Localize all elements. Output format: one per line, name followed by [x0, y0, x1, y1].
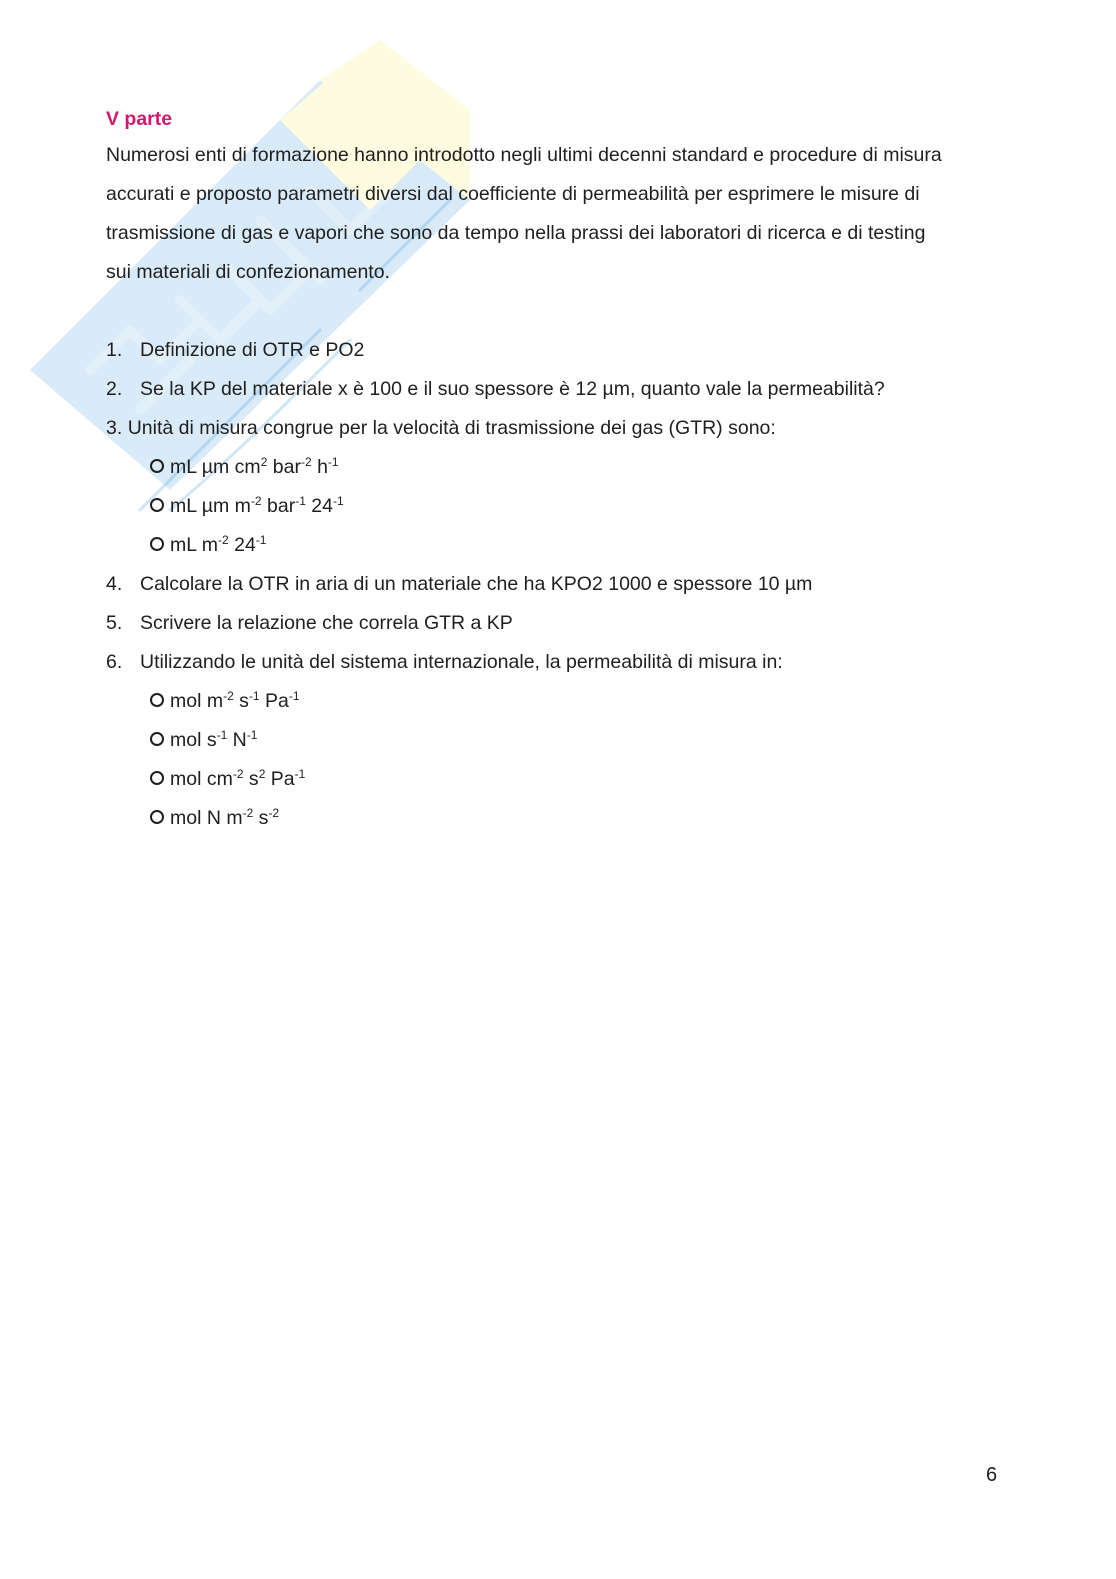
question-number: 3.: [106, 417, 123, 439]
answer-option[interactable]: [106, 682, 1006, 721]
question-text: Scrivere la relazione che correla GTR a KP: [140, 612, 513, 634]
question-number: 1.: [106, 339, 123, 361]
question-text: Calcolare la OTR in aria di un materiale che ha KPO2 1000 e spessore 10 µm: [140, 573, 813, 595]
radio-circle-icon[interactable]: [150, 771, 164, 785]
answer-option[interactable]: [106, 448, 1006, 487]
question-4: [106, 565, 1006, 604]
answer-option[interactable]: [106, 721, 1006, 760]
radio-circle-icon[interactable]: [150, 732, 164, 746]
answer-option[interactable]: [106, 526, 1006, 565]
intro-line: accurati e proposto parametri diversi dal coefficiente di permeabilità per esprimere le misure di: [106, 183, 920, 205]
question-number: 5.: [106, 612, 123, 634]
option-text: mL $m^{-2}$ $24^{-1}$: [170, 533, 267, 556]
intro-paragraph: [106, 136, 1006, 292]
answer-option[interactable]: [106, 487, 1006, 526]
question-number: 4.: [106, 573, 123, 595]
radio-circle-icon[interactable]: [150, 537, 164, 551]
question-5: [106, 604, 1006, 643]
intro-line: trasmissione di gas e vapori che sono da tempo nella prassi dei laboratori di ricerca e di testing: [106, 222, 926, 244]
question-2: [106, 370, 1006, 409]
page-content: [106, 102, 1006, 838]
option-text: mol $cm^{-2}$ $s^2$ $Pa^{-1}$: [170, 767, 306, 790]
question-text: Definizione di OTR e PO2: [140, 339, 365, 361]
answer-option[interactable]: [106, 799, 1006, 838]
radio-circle-icon[interactable]: [150, 693, 164, 707]
question-1: [106, 331, 1006, 370]
option-text: mol $s^{-1}$ $N^{-1}$: [170, 728, 258, 751]
question-number: 6.: [106, 651, 123, 673]
question-6: [106, 643, 1006, 682]
radio-circle-icon[interactable]: [150, 810, 164, 824]
question-text: Unità di misura congrue per la velocità di trasmissione dei gas (GTR) sono:: [127, 417, 776, 439]
page-number: 6: [986, 1464, 998, 1486]
radio-circle-icon[interactable]: [150, 498, 164, 512]
answer-option[interactable]: [106, 760, 1006, 799]
question-text: Utilizzando le unità del sistema internazionale, la permeabilità di misura in:: [140, 651, 783, 673]
option-text: mL µm $m^{-2}$ bar$^{-1}$ $24^{-1}$: [170, 494, 344, 517]
option-text: mol N $m^{-2}$ $s^{-2}$: [170, 806, 280, 829]
option-text: mL µm $cm^2$ bar$^{-2}$ $h^{-1}$: [170, 455, 339, 478]
option-text: mol $m^{-2}$ $s^{-1}$ $Pa^{-1}$: [170, 689, 300, 712]
intro-line: Numerosi enti di formazione hanno introdotto negli ultimi decenni standard e procedure di misura: [106, 144, 942, 166]
question-text: Se la KP del materiale x è 100 e il suo spessore è 12 µm, quanto vale la permeabilità?: [140, 378, 885, 400]
question-3: [106, 409, 1006, 448]
radio-circle-icon[interactable]: [150, 459, 164, 473]
intro-line: sui materiali di confezionamento.: [106, 261, 390, 283]
section-title: V parte: [106, 108, 173, 130]
question-number: 2.: [106, 378, 123, 400]
